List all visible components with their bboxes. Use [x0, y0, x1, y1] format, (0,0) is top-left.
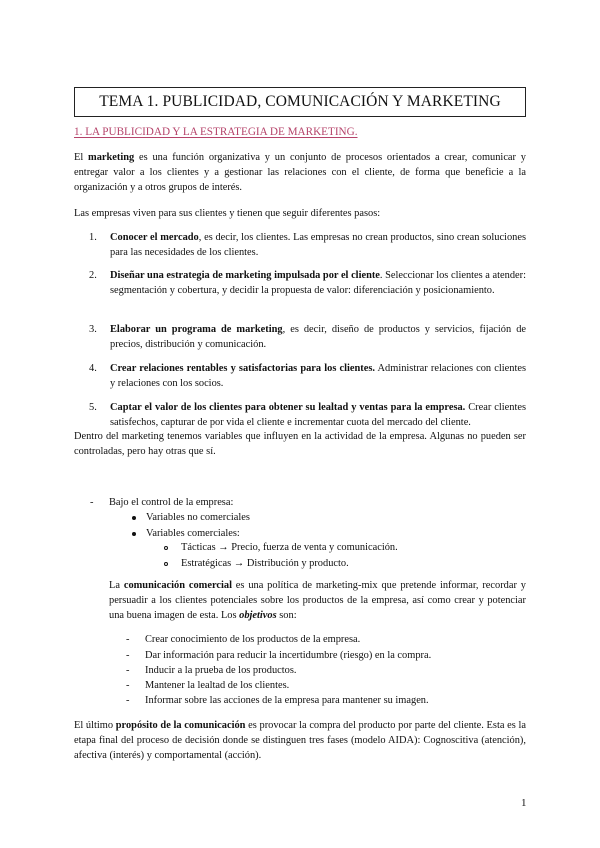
comm-pre: La	[109, 580, 124, 591]
objective-item: Crear conocimiento de los productos de la empresa.	[145, 634, 361, 645]
arrow-icon: →	[233, 558, 245, 569]
section-heading: 1. LA PUBLICIDAD Y LA ESTRATEGIA DE MARKETING.	[74, 126, 358, 138]
sub-text: Precio, fuerza de venta y comunicación.	[231, 542, 398, 553]
sub-bullet-item	[181, 540, 398, 555]
purpose-paragraph	[74, 718, 526, 763]
bullet-icon	[132, 516, 136, 520]
objective-item: Informar sobre las acciones de la empresa para mantener su imagen.	[145, 695, 429, 706]
intro-post: es una función organizativa y un conjunto de procesos orientados a crear, comunicar y entregar valor a los clientes y a gestionar las relaciones con el cliente, de forma que beneficie a la organización y a otros grupos de interés.	[74, 152, 526, 193]
step-text	[110, 361, 526, 391]
steps-intro: Las empresas viven para sus clientes y tienen que seguir diferentes pasos:	[74, 208, 381, 219]
purpose-post: es provocar la compra del producto por parte del cliente. Esta es la etapa final del proceso de decisión donde se distinguen tres fases (modelo AIDA): Cognoscitiva (atención), afectiva (interés) y comportamental (acción).	[74, 720, 526, 761]
step-rest: . Seleccionar los clientes a atender: segmentación y cobertura, y decidir la propuesta de valor: diferenciación y posicionamiento.	[110, 270, 526, 296]
comm-bold-term: comunicación comercial	[123, 580, 232, 591]
bullet-icon	[132, 532, 136, 536]
title-box	[74, 87, 526, 117]
step-number: 2.	[89, 270, 97, 281]
step-bold: Crear relaciones rentables y satisfactorias para los clientes.	[110, 363, 375, 374]
step-text	[110, 230, 526, 260]
objective-dash: -	[126, 695, 130, 706]
objective-item: Inducir a la prueba de los productos.	[145, 665, 297, 676]
objective-dash: -	[126, 665, 130, 676]
step-number: 4.	[89, 363, 97, 374]
circle-bullet-icon	[164, 562, 168, 566]
variables-paragraph: Dentro del marketing tenemos variables que influyen en la actividad de la empresa. Algunas no pueden ser controladas, pero hay otras que sí.	[74, 431, 526, 457]
circle-bullet-icon	[164, 546, 168, 550]
sub-label: Estratégicas	[181, 558, 232, 569]
step-bold: Elaborar un programa de marketing	[110, 324, 283, 335]
purpose-bold-term: propósito de la comunicación	[115, 720, 246, 731]
purpose-pre: El último	[74, 720, 116, 731]
objective-item: Dar información para reducir la incertidumbre (riesgo) en la compra.	[145, 650, 432, 661]
objective-dash: -	[126, 634, 130, 645]
bullet-item: Variables no comerciales	[146, 512, 250, 523]
page-number: 1	[521, 797, 527, 809]
step-rest: , es decir, diseño de productos y servicios, fijación de precios, distribución y comunicación.	[110, 324, 527, 350]
comm-post: son:	[276, 610, 297, 621]
step-text	[110, 400, 526, 430]
objective-dash: -	[126, 650, 130, 661]
step-number: 5.	[89, 402, 97, 413]
step-bold: Captar el valor de los clientes para obtener su lealtad y ventas para la empresa.	[110, 402, 466, 413]
intro-pre: El	[74, 152, 89, 163]
step-number: 3.	[89, 324, 97, 335]
objective-item: Mantener la lealtad de los clientes.	[145, 680, 290, 691]
arrow-icon: →	[218, 542, 229, 553]
step-rest: , es decir, los clientes. Las empresas no crean productos, sino crean soluciones para las necesidades de los clientes.	[110, 232, 526, 258]
step-text	[110, 322, 526, 352]
comm-objectives-term: objetivos	[239, 610, 277, 621]
control-dash: -	[90, 497, 94, 508]
sub-label: Tácticas	[181, 542, 216, 553]
control-label: Bajo el control de la empresa:	[109, 497, 234, 508]
sub-text: Distribución y producto.	[246, 558, 349, 569]
intro-paragraph	[74, 150, 526, 195]
sub-bullet-item	[181, 556, 349, 571]
step-bold: Conocer el mercado	[110, 232, 199, 243]
page-title: TEMA 1. PUBLICIDAD, COMUNICACIÓN Y MARKETING	[99, 93, 501, 110]
step-text	[110, 268, 526, 298]
step-number: 1.	[89, 232, 97, 243]
step-bold: Diseñar una estrategia de marketing impulsada por el cliente	[110, 270, 380, 281]
comm-mid: es una política de marketing-mix que pretende informar, recordar y persuadir a los clientes potenciales sobre los productos de la empresa, así como crear y potenciar una buena imagen de esta. Los	[109, 580, 526, 621]
step-rest: Crear clientes satisfechos, capturar de por vida el cliente e incrementar cuota del mercado del cliente.	[110, 402, 526, 428]
communication-paragraph	[109, 578, 526, 623]
intro-bold-term: marketing	[88, 152, 135, 163]
objective-dash: -	[126, 680, 130, 691]
bullet-item: Variables comerciales:	[146, 528, 240, 539]
step-rest: Administrar relaciones con clientes y relaciones con los socios.	[110, 363, 526, 389]
